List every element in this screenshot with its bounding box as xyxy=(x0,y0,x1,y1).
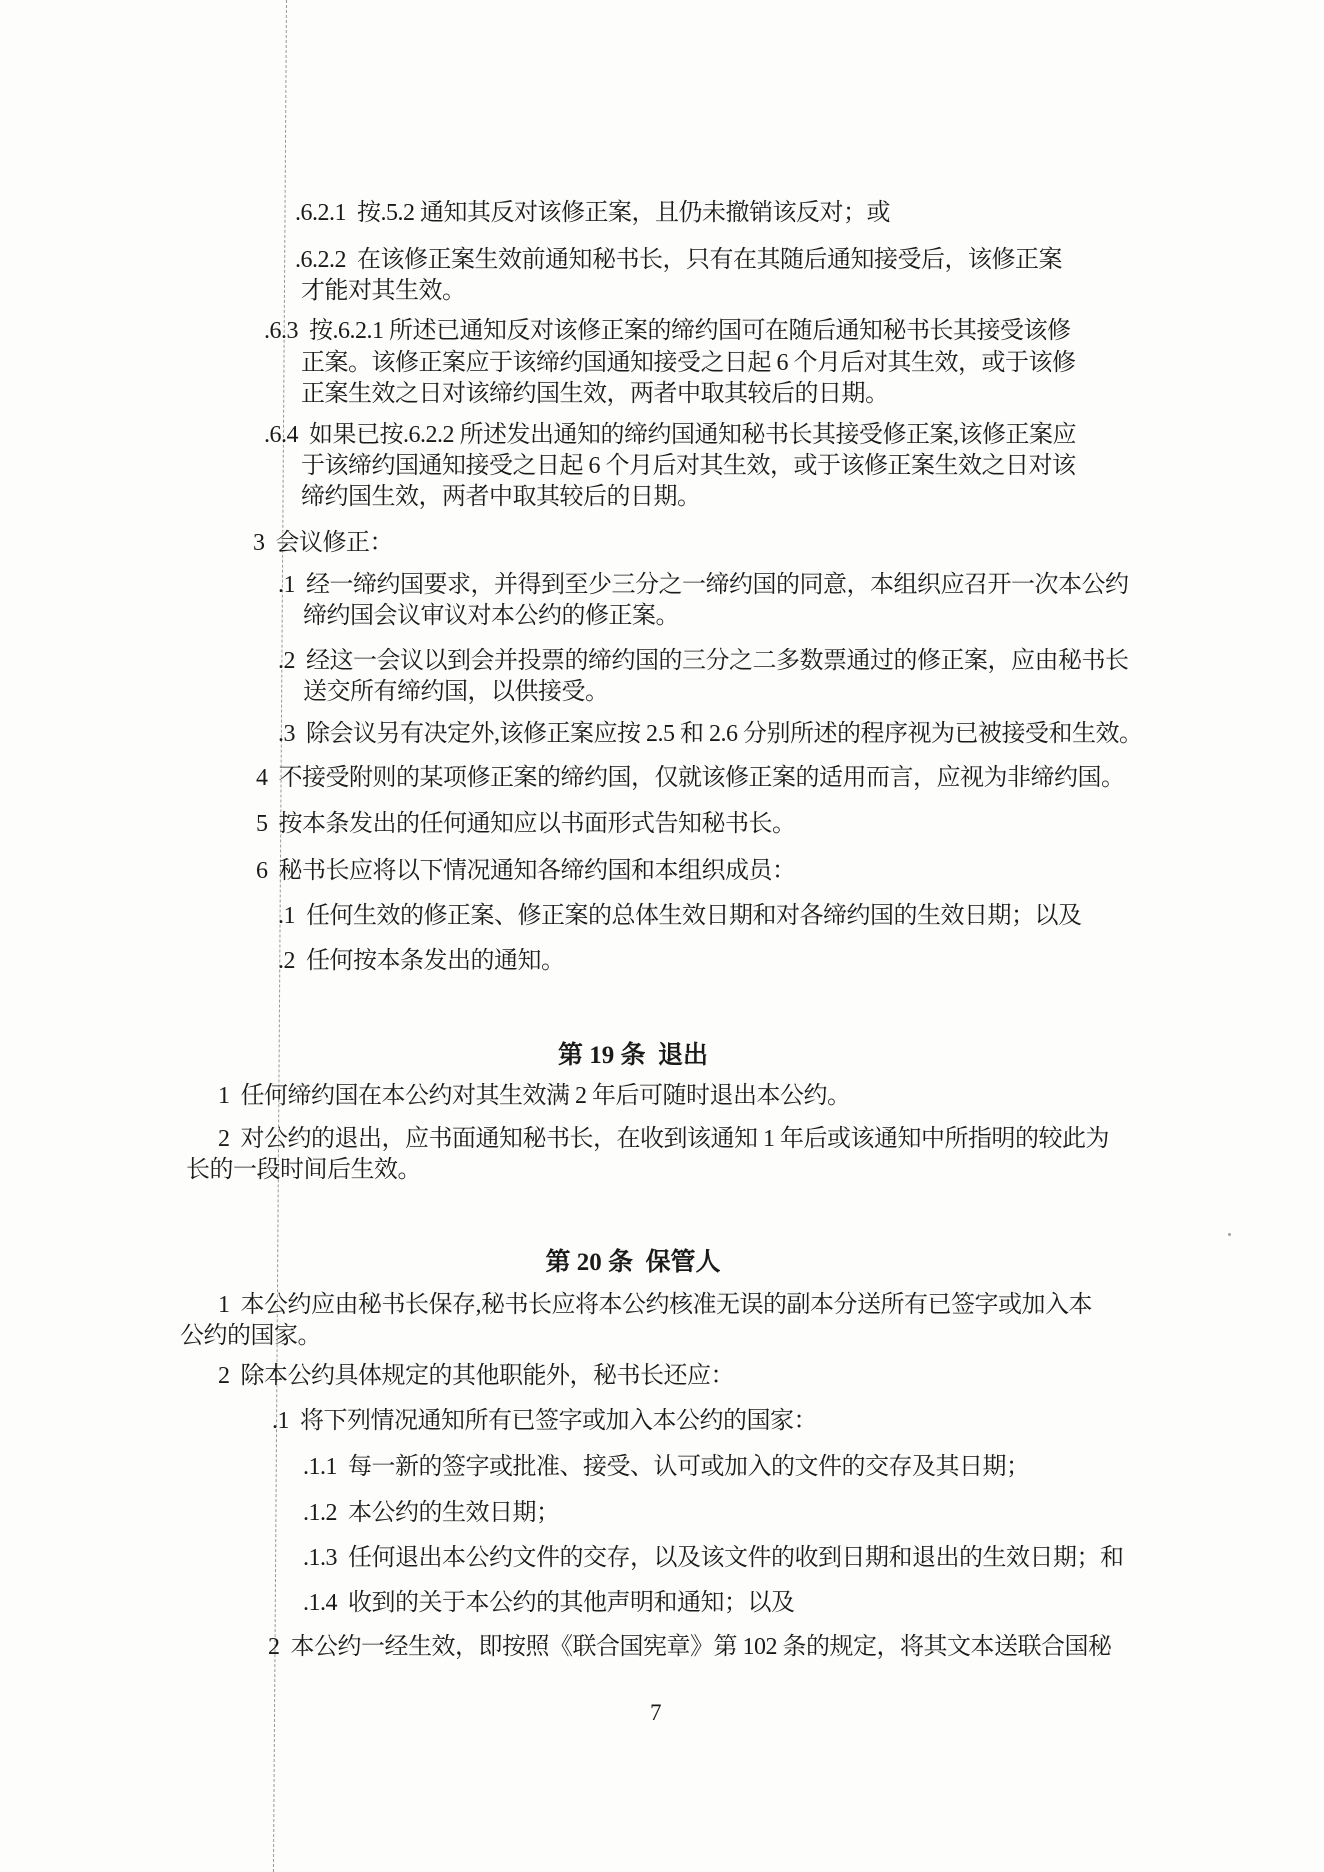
text-line: 正案生效之日对该缔约国生效，两者中取其较后的日期。 xyxy=(301,381,889,407)
text-line: 于该缔约国通知接受之日起 6 个月后对其生效，或于该修正案生效之日对该 xyxy=(301,453,1076,479)
text-line: .6.4 如果已按.6.2.2 所述发出通知的缔约国通知秘书长其接受修正案,该修正案应 xyxy=(264,422,1076,448)
text-line: .6.2.1 按.5.2 通知其反对该修正案，且仍未撤销该反对；或 xyxy=(295,200,890,226)
scan-artifact-dot xyxy=(1228,1233,1231,1236)
text-line: 缔约国会议审议对本公约的修正案。 xyxy=(303,603,679,629)
fold-line-artifact xyxy=(273,0,287,1872)
text-line: .1.3 任何退出本公约文件的交存，以及该文件的收到日期和退出的生效日期；和 xyxy=(303,1545,1124,1571)
text-line: 送交所有缔约国，以供接受。 xyxy=(303,679,609,705)
text-line: 公约的国家。 xyxy=(180,1323,321,1349)
text-line: .3 除会议另有决定外,该修正案应按 2.5 和 2.6 分别所述的程序视为已被接受和生效。 xyxy=(278,721,1143,747)
text-line: .1.2 本公约的生效日期； xyxy=(303,1500,560,1526)
text-line: .6.3 按.6.2.1 所述已通知反对该修正案的缔约国可在随后通知秘书长其接受该修 xyxy=(264,318,1071,344)
text-line: 才能对其生效。 xyxy=(301,278,466,304)
text-line: 正案。该修正案应于该缔约国通知接受之日起 6 个月后对其生效，或于该修 xyxy=(301,350,1076,376)
text-line: 2 除本公约具体规定的其他职能外，秘书长还应： xyxy=(218,1363,734,1389)
text-line: 5 按本条发出的任何通知应以书面形式告知秘书长。 xyxy=(256,811,796,837)
text-line: 2 本公约一经生效，即按照《联合国宪章》第 102 条的规定，将其文本送联合国秘 xyxy=(268,1634,1112,1660)
article-20-heading: 第 20 条 保管人 xyxy=(545,1249,721,1276)
text-line: 1 任何缔约国在本公约对其生效满 2 年后可随时退出本公约。 xyxy=(218,1083,851,1109)
page-number: 7 xyxy=(650,1700,662,1725)
text-line: .1 经一缔约国要求，并得到至少三分之一缔约国的同意，本组织应召开一次本公约 xyxy=(278,572,1129,598)
text-line: .1 任何生效的修正案、修正案的总体生效日期和对各缔约国的生效日期；以及 xyxy=(278,903,1082,929)
text-line: 1 本公约应由秘书长保存,秘书长应将本公约核准无误的副本分送所有已签字或加入本 xyxy=(218,1292,1092,1318)
text-line: 3 会议修正： xyxy=(253,530,393,556)
text-line: 长的一段时间后生效。 xyxy=(186,1157,421,1183)
text-line: .2 任何按本条发出的通知。 xyxy=(278,948,565,974)
text-line: .1.4 收到的关于本公约的其他声明和通知；以及 xyxy=(303,1590,795,1616)
article-19-heading: 第 19 条 退出 xyxy=(557,1042,708,1069)
text-line: 4 不接受附则的某项修正案的缔约国，仅就该修正案的适用而言，应视为非缔约国。 xyxy=(256,765,1125,791)
text-line: 缔约国生效，两者中取其较后的日期。 xyxy=(301,484,701,510)
text-line: 6 秘书长应将以下情况通知各缔约国和本组织成员： xyxy=(256,858,796,884)
text-line: .2 经这一会议以到会并投票的缔约国的三分之二多数票通过的修正案，应由秘书长 xyxy=(278,648,1129,674)
text-line: .1 将下列情况通知所有已签字或加入本公约的国家： xyxy=(272,1408,817,1434)
text-line: 2 对公约的退出，应书面通知秘书长，在收到该通知 1 年后或该通知中所指明的较此为 xyxy=(218,1126,1109,1152)
text-line: .6.2.2 在该修正案生效前通知秘书长，只有在其随后通知接受后，该修正案 xyxy=(295,247,1062,273)
text-line: .1.1 每一新的签字或批准、接受、认可或加入的文件的交存及其日期； xyxy=(303,1454,1030,1480)
